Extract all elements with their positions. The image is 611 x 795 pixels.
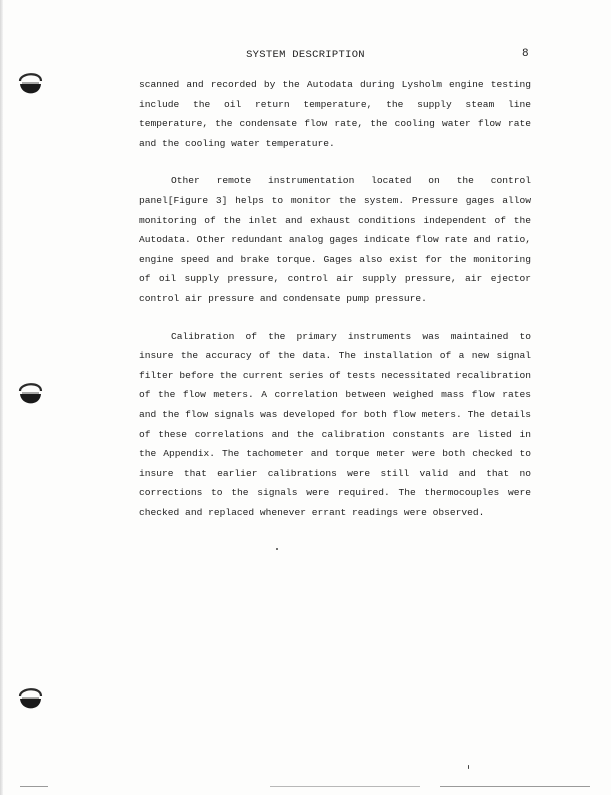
paragraph-calibration: Calibration of the primary instruments was maintained to insure the accuracy of the data. The installation of a new signal filter before the current series of tests necessitated recalibration of the flow meters. A correlation between weighed mass flow rates and the flow signals was developed for both flow meters. The details of these correlations and the calibration constants are listed in the Appendix. The tachometer and torque meter were both checked to insure that earlier calibrations were still valid and that no corrections to the signals were required. The thermocouples were checked and replaced whenever errant readings were observed. (139, 330, 531, 518)
punch-hole-icon (17, 379, 44, 409)
scan-bottom-mark (270, 786, 420, 787)
scan-left-edge (0, 0, 3, 795)
punch-hole-icon (17, 69, 44, 99)
page-number: 8 (522, 48, 529, 60)
scan-speck (276, 548, 278, 550)
scan-speck (468, 765, 469, 769)
punch-hole-icon (17, 684, 44, 714)
body-text (139, 75, 531, 522)
paragraph-continuation: scanned and recorded by the Autodata during Lysholm engine testing include the oil return temperature, the supply steam line temperature, the condensate flow rate, the cooling water flow rate and the cooling water temperature. (139, 79, 531, 149)
section-header-title: SYSTEM DESCRIPTION (246, 49, 365, 61)
scan-bottom-mark (440, 786, 590, 787)
scan-bottom-mark (20, 786, 48, 787)
paragraph-remote-instrumentation: Other remote instrumentation located on the control panel[Figure 3] helps to monitor the system. Pressure gages allow monitoring of the inlet and exhaust conditions independent of the Autodata. Other redundant analog gages indicate flow rate and ratio, engine speed and brake torque. Gages also exist for the monitoring of oil supply pressure, control air supply pressure, air ejector control air pressure and condensate pump pressure. (139, 175, 531, 304)
